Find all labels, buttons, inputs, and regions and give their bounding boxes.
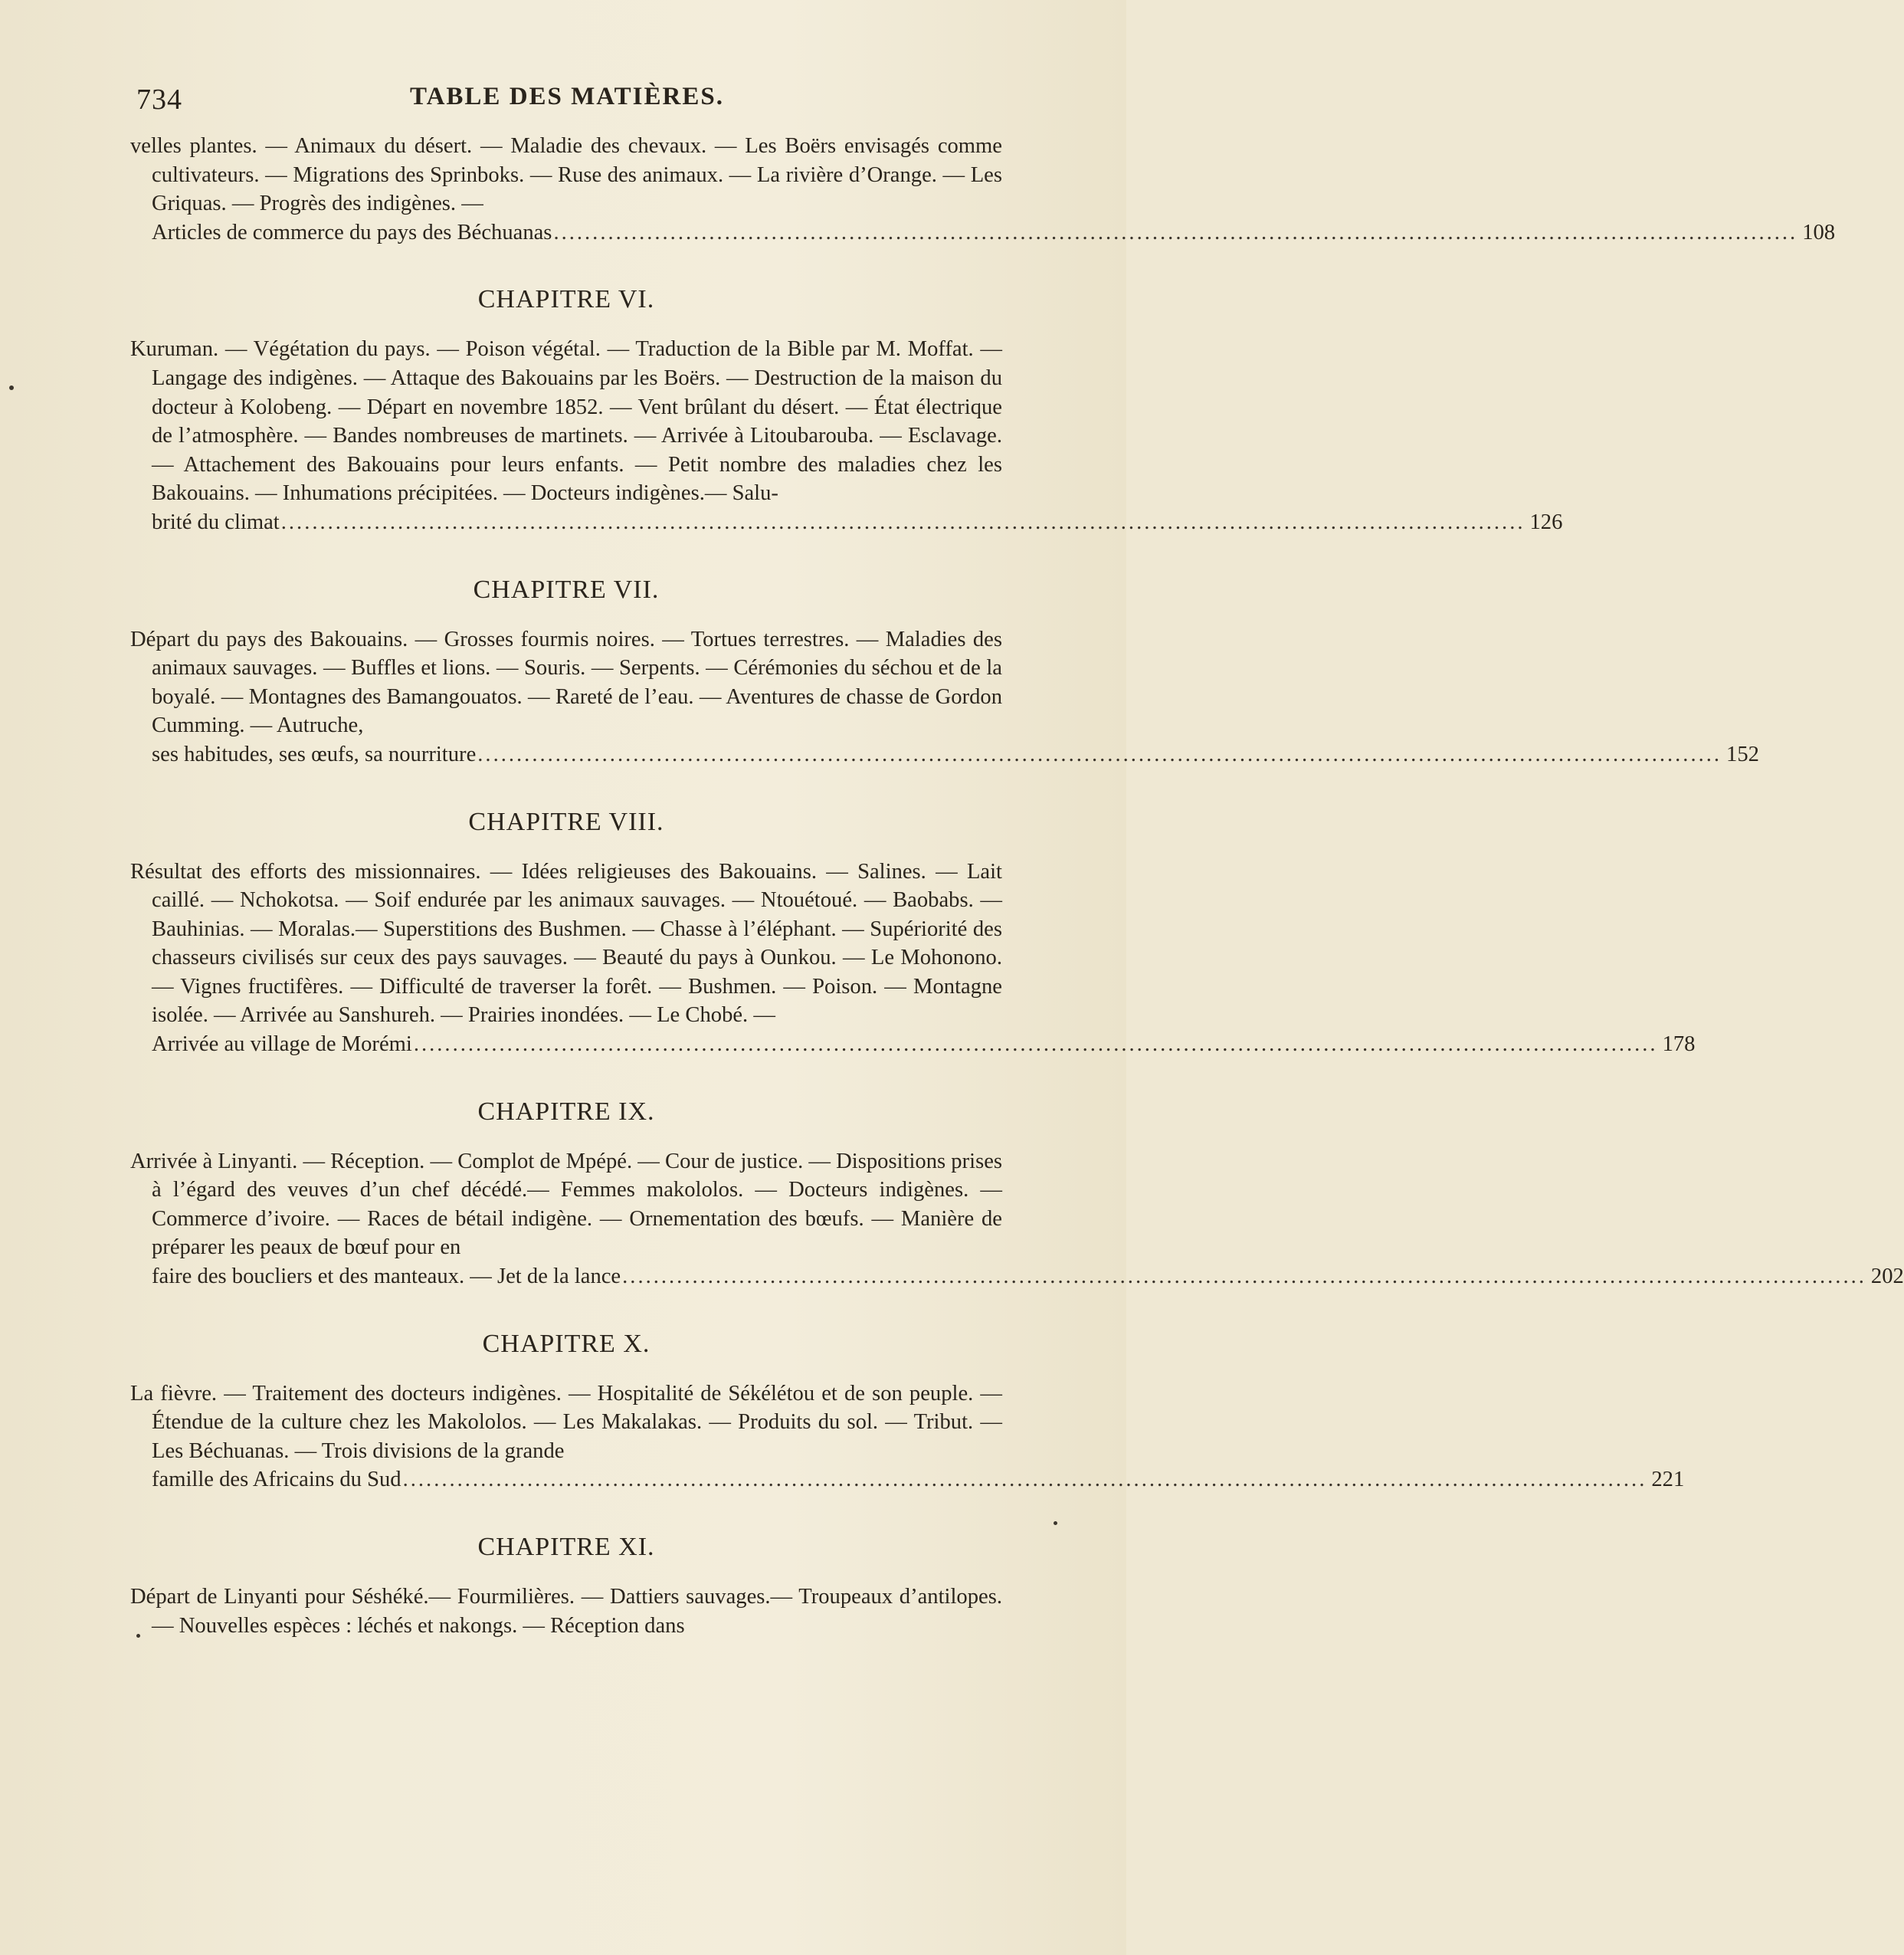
chapter-summary: Kuruman. — Végétation du pays. — Poison végétal. — Traduction de la Bible par M. Moffat. — Langage des indigènes. — Attaque des Bakouains par les Boërs. — Destruction de la maison du docteur à Kolobeng. — Départ en novembre 1852. — Vent brûlant du désert. — État électrique de l’atmosphère. — Bandes nombreuses de martinets. — Arrivée à Litoubarouba. — Esclavage. — Attachement des Bakouains pour leurs enfants. — Petit nombre des maladies chez les Bakouains. — Inhumations précipitées. — Docteurs indigènes.— Salu-: [130, 337, 1002, 506]
chapter-summary: La fièvre. — Traitement des docteurs indigènes. — Hospitalité de Sékélétou et de son peuple. — Étendue de la culture chez les Makololos. — Les Makalakas. — Produits du sol. — Tribut. — Les Béchuanas. — Trois divisions de la grande: [130, 1381, 1002, 1463]
dot-leader: ................................................................................................................................................................: [622, 1265, 1866, 1289]
table-of-contents: [130, 132, 1904, 1640]
chapter-entry: [130, 1097, 1904, 1291]
page-header: [130, 77, 1004, 115]
entry-text: velles plantes. — Animaux du désert. — Maladie des chevaux. — Les Boërs envisagés comme cultivateurs. — Migrations des Sprinboks. — Ruse des animaux. — La rivière d’Orange. — Les Griquas. — Progrès des indigènes. —: [130, 134, 1002, 216]
chapter-summary: Arrivée à Linyanti. — Réception. — Complot de Mpépé. — Cour de justice. — Dispositions prises à l’égard des veuves d’un chef décédé.— Femmes makololos. — Docteurs indigènes. — Commerce d’ivoire. — Races de bétail indigène. — Ornementation des bœufs. — Manière de préparer les peaux de bœuf pour en: [130, 1149, 1003, 1260]
entry-last-line-text: ses habitudes, ses œufs, sa nourriture: [152, 742, 477, 766]
entry-last-line: [130, 740, 1759, 769]
chapter-heading: CHAPITRE IX.: [477, 1097, 655, 1126]
margin-mark: [136, 1634, 140, 1638]
page-reference: 178: [1662, 1032, 1696, 1057]
page-reference: 126: [1529, 510, 1563, 534]
chapter-entry: [130, 575, 1759, 769]
intro-entry: [130, 132, 1836, 247]
dot-leader: ................................................................................................................................................................: [280, 510, 1525, 534]
running-title: TABLE DES MATIÈRES.: [410, 83, 724, 110]
chapter-heading: CHAPITRE VIII.: [468, 807, 664, 836]
chapter-entry: [130, 1329, 1685, 1494]
chapter-summary: Départ du pays des Bakouains. — Grosses fourmis noires. — Tortues terrestres. — Maladies des animaux sauvages. — Buffles et lions. — Souris. — Serpents. — Cérémonies du séchou et de la boyalé. — Montagnes des Bamangouatos. — Rareté de l’eau. — Aventures de chasse de Gordon Cumming. — Autruche,: [130, 627, 1002, 738]
margin-mark: [9, 385, 14, 390]
page-reference: 202: [1870, 1265, 1904, 1289]
chapter-summary: Départ de Linyanti pour Séshéké.— Fourmilières. — Dattiers sauvages.— Troupeaux d’antilopes. — Nouvelles espèces : léchés et nakongs. — Réception dans: [130, 1585, 1002, 1638]
page-number: 734: [136, 84, 182, 116]
entry-last-line-text: famille des Africains du Sud: [152, 1468, 401, 1492]
entry-last-line-text: brité du climat: [152, 510, 280, 534]
chapter-summary: Résultat des efforts des missionnaires. — Idées religieuses des Bakouains. — Salines. — Lait caillé. — Nchokotsa. — Soif endurée par les animaux sauvages. — Ntouétoué. — Baobabs. — Bauhinias. — Moralas.— Superstitions des Bushmen. — Chasse à l’éléphant. — Supériorité des chasseurs civilisés sur ceux des pays sauvages. — Beauté du pays à Ounkou. — Le Mohonono. — Vignes fructifères. — Difficulté de traverser la forêt. — Bushmen. — Poison. — Montagne isolée. — Arrivée au Sanshureh. — Prairies inondées. — Le Chobé. —: [130, 859, 1002, 1028]
dot-leader: ................................................................................................................................................................: [477, 742, 1722, 766]
chapter-entry: [130, 807, 1696, 1059]
entry-last-line-text: faire des boucliers et des manteaux. — Jet de la lance: [152, 1265, 621, 1289]
entry-last-line: [130, 218, 1836, 248]
chapter-heading: CHAPITRE X.: [482, 1329, 651, 1358]
entry-last-line-text: Arrivée au village de Morémi: [152, 1032, 412, 1057]
chapter-entry: [130, 1533, 1002, 1640]
chapter-heading: CHAPITRE VI.: [477, 285, 655, 314]
chapter-heading: CHAPITRE XI.: [477, 1533, 655, 1561]
chapter-entry: [130, 285, 1563, 536]
page-reference: 108: [1802, 220, 1836, 244]
dot-leader: ................................................................................................................................................................: [553, 220, 1798, 244]
entry-last-line: [130, 1030, 1696, 1059]
entry-last-line: [130, 1465, 1685, 1494]
margin-mark: [1054, 1521, 1057, 1525]
entry-last-line-text: Articles de commerce du pays des Béchuanas: [152, 220, 552, 244]
entry-last-line: [130, 1262, 1904, 1291]
page-reference: 152: [1726, 742, 1759, 766]
entry-last-line: [130, 508, 1563, 537]
page-reference: 221: [1651, 1468, 1685, 1492]
dot-leader: ................................................................................................................................................................: [402, 1468, 1647, 1492]
chapter-heading: CHAPITRE VII.: [473, 575, 660, 604]
dot-leader: ................................................................................................................................................................: [413, 1032, 1658, 1057]
